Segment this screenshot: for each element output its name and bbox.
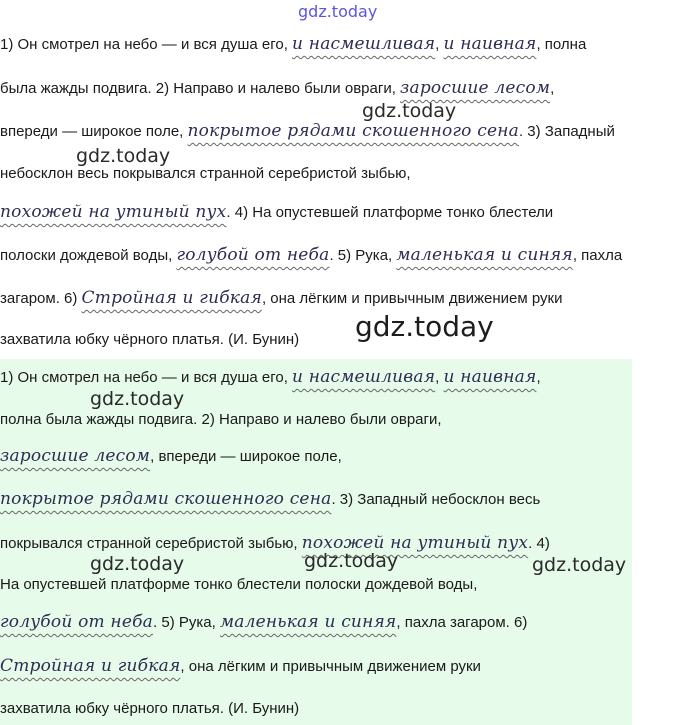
watermark: gdz.today [362, 100, 457, 122]
plain-text: , полна [536, 36, 587, 53]
panel-line-8 [0, 656, 481, 677]
plain-text: . 3) Западный [518, 123, 615, 140]
handwritten-phrase: заросшие лесом [400, 78, 551, 98]
plain-text: . 5) Рука, [329, 247, 393, 264]
plain-text: была жажды подвига. 2) Направо и налево были овраги, [0, 80, 396, 97]
handwritten-phrase: покрытое рядами скошенного сена [0, 489, 332, 509]
plain-text: , пахла загаром. 6) [396, 614, 528, 631]
text-line-8 [0, 330, 299, 350]
plain-text: впереди — широкое поле, [0, 123, 184, 140]
text-line-4 [0, 164, 411, 184]
plain-text: . 3) Западный небосклон весь [331, 491, 541, 508]
plain-text: , [550, 80, 555, 97]
watermark: gdz.today [90, 553, 185, 575]
handwritten-phrase: и наивная [443, 367, 537, 387]
watermark: gdz.today [90, 388, 185, 410]
panel-line-3 [0, 446, 342, 467]
handwritten-phrase: и наивная [443, 34, 537, 54]
plain-text: , она лёгким и привычным движением руки [261, 290, 563, 307]
handwritten-phrase: похожей на утиный пух [0, 202, 227, 222]
watermark-large: gdz.today [355, 310, 494, 343]
text-line-3 [0, 121, 615, 142]
panel-line-2 [0, 410, 442, 430]
watermark: gdz.today [76, 145, 171, 167]
handwritten-phrase: Стройная и гибкая [81, 288, 262, 308]
watermark: gdz.today [532, 554, 627, 576]
handwritten-phrase: маленькая и синяя [219, 612, 397, 632]
watermark: gdz.today [304, 550, 399, 572]
plain-text: захватила юбку чёрного платья. (И. Бунин) [0, 700, 300, 717]
plain-text: . 5) Рука, [153, 614, 216, 631]
plain-text: . 4) [528, 535, 550, 552]
handwritten-phrase: голубой от неба [0, 612, 154, 632]
plain-text: , пахла [572, 247, 623, 264]
handwritten-phrase: голубой от неба [176, 245, 330, 265]
handwritten-phrase: Стройная и гибкая [0, 656, 181, 676]
text-line-7 [0, 288, 563, 309]
panel-line-4 [0, 489, 540, 510]
plain-text: 1) Он смотрел на небо — и вся душа его, [0, 36, 288, 53]
text-line-5 [0, 202, 553, 223]
panel-line-6 [0, 575, 477, 595]
handwritten-phrase: и насмешливая [292, 367, 436, 387]
text-line-2 [0, 78, 554, 99]
plain-text: , она лёгким и привычным движением руки [180, 658, 481, 675]
plain-text: загаром. 6) [0, 290, 78, 307]
plain-text: , [435, 369, 440, 386]
plain-text: 1) Он смотрел на небо — и вся душа его, [0, 369, 288, 386]
panel-line-1 [0, 367, 541, 388]
plain-text: покрывался странной серебристой зыбью, [0, 535, 298, 552]
handwritten-phrase: похожей на утиный пух [301, 533, 529, 553]
text-line-1 [0, 34, 586, 55]
panel-line-9 [0, 699, 299, 719]
plain-text: небосклон весь покрывался странной серебристой зыбью, [0, 165, 411, 182]
handwritten-phrase: заросшие лесом [0, 446, 151, 466]
plain-text: , [536, 369, 541, 386]
handwritten-phrase: маленькая и синяя [396, 245, 573, 265]
handwritten-phrase: покрытое рядами скошенного сена [187, 121, 519, 141]
panel-line-7 [0, 612, 527, 633]
plain-text: захватила юбку чёрного платья. (И. Бунин) [0, 331, 300, 348]
plain-text: полоски дождевой воды, [0, 247, 173, 264]
plain-text: , [435, 36, 440, 53]
plain-text: , впереди — широкое поле, [150, 448, 342, 465]
text-line-6 [0, 245, 622, 266]
panel-line-5 [0, 533, 550, 554]
plain-text: . 4) На опустевшей платформе тонко блестели [226, 204, 554, 221]
plain-text: На опустевшей платформе тонко блестели полоски дождевой воды, [0, 576, 478, 593]
plain-text: полна была жажды подвига. 2) Направо и налево были овраги, [0, 411, 442, 428]
watermark-top: gdz.today [298, 2, 378, 21]
handwritten-phrase: и насмешливая [292, 34, 436, 54]
